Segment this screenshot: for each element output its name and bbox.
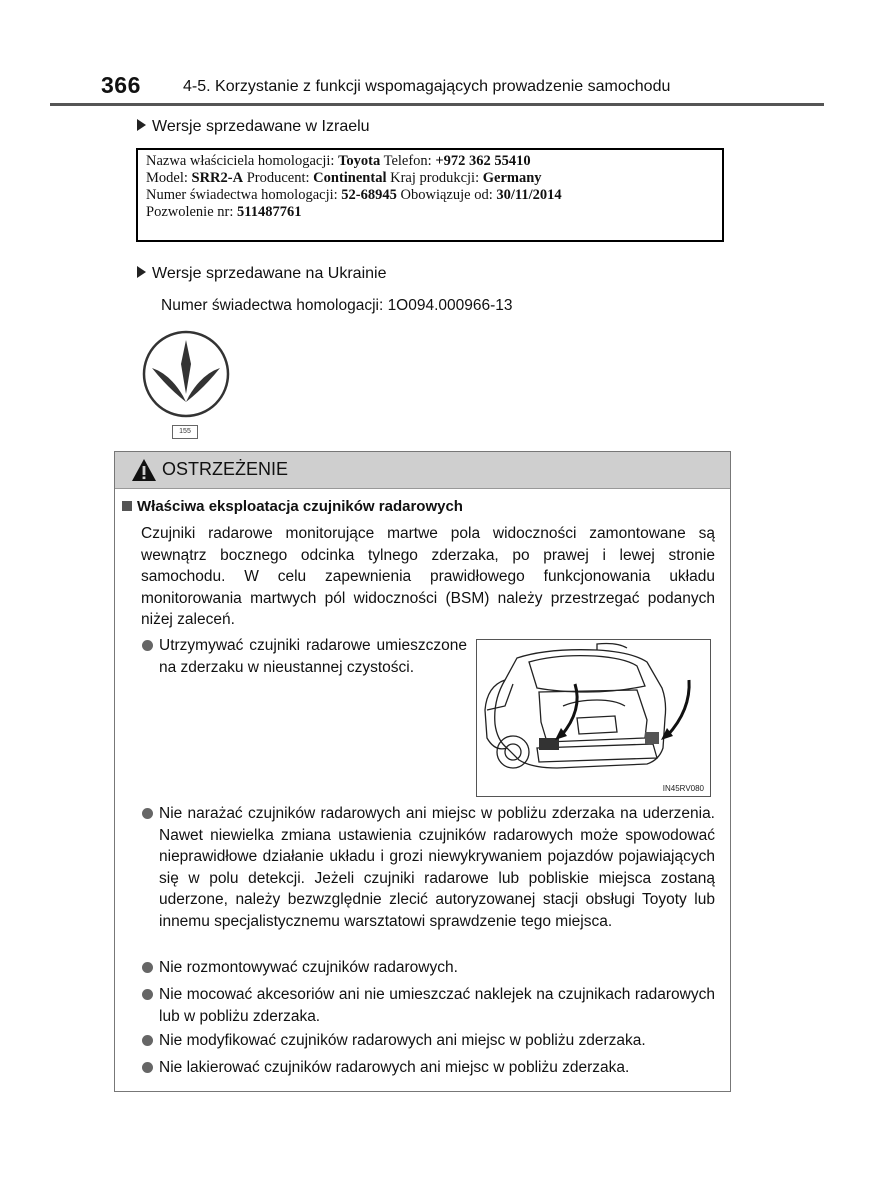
- approval-value: 52-68945: [341, 187, 397, 203]
- ukrainian-conformity-mark-icon: [140, 330, 232, 420]
- bullet-text: Nie lakierować czujników radarowych ani miejsc w pobliżu zderzaka.: [159, 1059, 630, 1076]
- approval-label: Pozwolenie nr:: [146, 204, 238, 220]
- warning-subheading-text: Właściwa eksploatacja czujników radarowych: [137, 498, 463, 515]
- warning-title: OSTRZEŻENIE: [162, 459, 289, 479]
- bullet-item: [159, 957, 715, 979]
- bullet-item: [159, 635, 467, 678]
- car-rear-sensors-icon: [477, 640, 710, 796]
- bullet-item: [159, 1030, 715, 1052]
- israel-heading: [137, 118, 370, 136]
- approval-line: [146, 204, 722, 221]
- approval-label: Model:: [146, 170, 192, 186]
- warning-box: [114, 451, 731, 1092]
- page-header: [0, 70, 877, 106]
- israel-heading-text: Wersje sprzedawane w Izraelu: [152, 118, 370, 135]
- bullet-text: Nie narażać czujników radarowych ani miejsc w pobliżu zderzaka na uderzenia. Nawet niewielka zmiana ustawienia czujników radarowych może spowodować nieprawidłowe działanie układu i grozi niewykrywaniem pojazdów pojawiających się w polu detekcji. Jeżeli czujniki radarowe lub pobliskie miejsca zostaną uderzone, należy bezwzględnie zlecić autoryzowanej stacji obsługi Toyoty lub innemu specjalistycznemu warsztatowi sprawdzenie tego miejsca.: [159, 805, 715, 930]
- approval-label: Kraj produkcji:: [386, 170, 483, 186]
- bullet-dot-icon: [142, 1062, 153, 1073]
- approval-label: Telefon:: [380, 153, 436, 169]
- approval-value: Toyota: [338, 153, 381, 169]
- figure-code: IN45RV080: [662, 784, 704, 793]
- approval-value: Germany: [482, 170, 542, 186]
- bullet-text: Nie modyfikować czujników radarowych ani miejsc w pobliżu zderzaka.: [159, 1032, 646, 1049]
- bullet-dot-icon: [142, 1035, 153, 1046]
- bullet-dot-icon: [142, 808, 153, 819]
- triangle-bullet-icon: [137, 119, 146, 131]
- warning-intro: Czujniki radarowe monitorujące martwe pola widoczności zamontowane są wewnątrz bocznego odcinka tylnego zderzaka, po prawej i lewej stronie samochodu. W celu zapewnienia prawidłowego funkcjonowania układu monitorowania martwych pól widoczności (BSM) należy przestrzegać podanych niżej zaleceń.: [141, 525, 715, 629]
- approval-label: Obowiązuje od:: [396, 187, 497, 203]
- ukraine-heading-text: Wersje sprzedawane na Ukrainie: [152, 265, 387, 282]
- bullet-item: [159, 1057, 715, 1079]
- approval-value: SRR2-A: [191, 170, 244, 186]
- warning-header: [115, 452, 730, 489]
- approval-line: [146, 170, 722, 187]
- approval-label: Numer świadectwa homologacji:: [146, 187, 342, 203]
- mark-code: 155: [172, 425, 198, 439]
- approval-line: [146, 187, 722, 204]
- car-rear-illustration: [476, 639, 711, 797]
- warning-triangle-icon: [131, 458, 157, 482]
- bullet-text: Nie rozmontowywać czujników radarowych.: [159, 959, 458, 976]
- israel-approval-box: [136, 148, 724, 242]
- bullet-dot-icon: [142, 640, 153, 651]
- approval-label: Nazwa właściciela homologacji:: [146, 153, 339, 169]
- bullet-text: Nie mocować akcesoriów ani nie umieszczać naklejek na czujnikach radarowych lub w pobliżu zderzaka.: [159, 986, 715, 1025]
- ukraine-certificate: Numer świadectwa homologacji: 1O094.000966-13: [161, 297, 513, 314]
- bullet-item: [159, 803, 715, 933]
- bullet-dot-icon: [142, 989, 153, 1000]
- section-title: 4-5. Korzystanie z funkcji wspomagających prowadzenie samochodu: [183, 78, 671, 95]
- approval-value: Continental: [313, 170, 387, 186]
- square-bullet-icon: [122, 501, 132, 511]
- approval-line: [146, 153, 722, 170]
- triangle-bullet-icon: [137, 266, 146, 278]
- header-rule: [50, 103, 824, 106]
- warning-subheading: [122, 498, 463, 515]
- approval-value: +972 362 55410: [435, 153, 531, 169]
- bullet-dot-icon: [142, 962, 153, 973]
- bullet-text: Utrzymywać czujniki radarowe umieszczone na zderzaku w nieustannej czystości.: [159, 637, 467, 676]
- page-number: 366: [101, 72, 141, 98]
- ukraine-heading: [137, 265, 386, 283]
- bullet-item: [159, 984, 715, 1027]
- approval-label: Producent:: [243, 170, 314, 186]
- approval-value: 511487761: [237, 204, 302, 220]
- approval-value: 30/11/2014: [496, 187, 562, 203]
